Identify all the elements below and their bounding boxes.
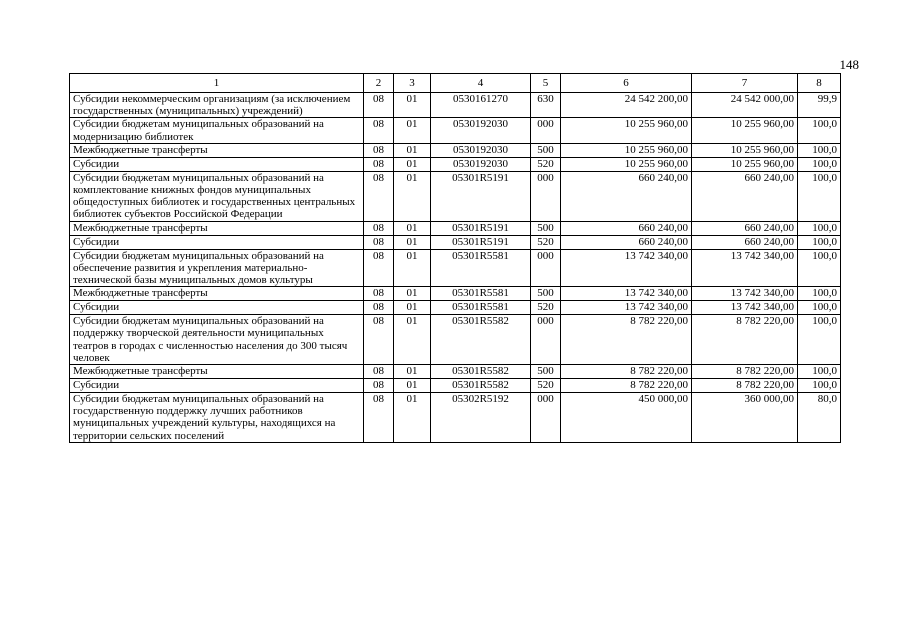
row-name: Субсидии бюджетам муниципальных образований на обеспечение развития и укрепления материально-технической базы муниципальных домов культуры [70, 249, 364, 287]
row-section: 08 [364, 315, 394, 365]
row-planned: 450 000,00 [561, 393, 692, 443]
row-expense-type: 630 [531, 93, 561, 118]
table-row [70, 287, 841, 301]
row-subsection: 01 [394, 93, 431, 118]
row-subsection: 01 [394, 365, 431, 379]
header-col-3: 3 [394, 74, 431, 93]
row-subsection: 01 [394, 235, 431, 249]
row-percent: 99,9 [798, 93, 841, 118]
table-row [70, 301, 841, 315]
row-section: 08 [364, 171, 394, 221]
table-row [70, 379, 841, 393]
row-planned: 8 782 220,00 [561, 315, 692, 365]
row-expense-type: 000 [531, 249, 561, 287]
row-target-code: 05301R5582 [431, 315, 531, 365]
row-executed: 8 782 220,00 [692, 365, 798, 379]
row-percent: 100,0 [798, 365, 841, 379]
table-row [70, 249, 841, 287]
row-target-code: 0530192030 [431, 143, 531, 157]
row-executed: 660 240,00 [692, 221, 798, 235]
row-name: Субсидии [70, 379, 364, 393]
row-subsection: 01 [394, 118, 431, 143]
header-col-1: 1 [70, 74, 364, 93]
row-percent: 100,0 [798, 171, 841, 221]
row-percent: 100,0 [798, 249, 841, 287]
row-name: Межбюджетные трансферты [70, 287, 364, 301]
row-name: Субсидии бюджетам муниципальных образований на модернизацию библиотек [70, 118, 364, 143]
row-expense-type: 000 [531, 315, 561, 365]
row-expense-type: 000 [531, 393, 561, 443]
row-target-code: 05301R5582 [431, 365, 531, 379]
header-col-8: 8 [798, 74, 841, 93]
row-target-code: 05301R5581 [431, 301, 531, 315]
row-expense-type: 520 [531, 157, 561, 171]
row-name: Субсидии бюджетам муниципальных образований на поддержку творческой деятельности муниципальных театров в городах с численностью населения до 300 тысяч человек [70, 315, 364, 365]
row-target-code: 05301R5191 [431, 221, 531, 235]
row-executed: 8 782 220,00 [692, 315, 798, 365]
row-executed: 13 742 340,00 [692, 301, 798, 315]
row-section: 08 [364, 93, 394, 118]
row-subsection: 01 [394, 379, 431, 393]
row-percent: 100,0 [798, 301, 841, 315]
row-expense-type: 520 [531, 379, 561, 393]
row-section: 08 [364, 143, 394, 157]
row-planned: 660 240,00 [561, 235, 692, 249]
row-subsection: 01 [394, 221, 431, 235]
row-name: Субсидии некоммерческим организациям (за исключением государственных (муниципальных) учреждений) [70, 93, 364, 118]
row-subsection: 01 [394, 393, 431, 443]
table-row [70, 118, 841, 143]
table-row [70, 143, 841, 157]
row-section: 08 [364, 379, 394, 393]
row-subsection: 01 [394, 287, 431, 301]
table-row [70, 93, 841, 118]
row-name: Межбюджетные трансферты [70, 365, 364, 379]
row-name: Субсидии [70, 301, 364, 315]
row-executed: 10 255 960,00 [692, 143, 798, 157]
row-percent: 80,0 [798, 393, 841, 443]
row-subsection: 01 [394, 315, 431, 365]
row-executed: 8 782 220,00 [692, 379, 798, 393]
row-percent: 100,0 [798, 143, 841, 157]
row-planned: 10 255 960,00 [561, 143, 692, 157]
row-executed: 660 240,00 [692, 171, 798, 221]
row-target-code: 05301R5191 [431, 171, 531, 221]
row-target-code: 0530192030 [431, 118, 531, 143]
row-executed: 13 742 340,00 [692, 249, 798, 287]
header-col-4: 4 [431, 74, 531, 93]
table-row [70, 315, 841, 365]
row-section: 08 [364, 393, 394, 443]
header-col-7: 7 [692, 74, 798, 93]
row-expense-type: 000 [531, 118, 561, 143]
row-expense-type: 500 [531, 365, 561, 379]
row-section: 08 [364, 118, 394, 143]
row-target-code: 05302R5192 [431, 393, 531, 443]
row-expense-type: 500 [531, 143, 561, 157]
row-target-code: 05301R5191 [431, 235, 531, 249]
row-percent: 100,0 [798, 118, 841, 143]
row-planned: 13 742 340,00 [561, 301, 692, 315]
page-number: 148 [839, 57, 859, 72]
row-section: 08 [364, 287, 394, 301]
row-target-code: 05301R5581 [431, 249, 531, 287]
table-row [70, 235, 841, 249]
row-section: 08 [364, 221, 394, 235]
row-planned: 8 782 220,00 [561, 379, 692, 393]
row-name: Субсидии бюджетам муниципальных образований на комплектование книжных фондов муниципальных общедоступных библиотек и государственных центральных библиотек субъектов Российской Федерации [70, 171, 364, 221]
header-col-5: 5 [531, 74, 561, 93]
row-percent: 100,0 [798, 315, 841, 365]
table-row [70, 157, 841, 171]
row-expense-type: 500 [531, 221, 561, 235]
row-percent: 100,0 [798, 157, 841, 171]
row-subsection: 01 [394, 171, 431, 221]
row-subsection: 01 [394, 301, 431, 315]
row-name: Субсидии [70, 157, 364, 171]
table-header-row [70, 74, 841, 93]
table-row [70, 393, 841, 443]
row-executed: 660 240,00 [692, 235, 798, 249]
row-planned: 13 742 340,00 [561, 287, 692, 301]
header-col-2: 2 [364, 74, 394, 93]
row-subsection: 01 [394, 157, 431, 171]
row-executed: 10 255 960,00 [692, 118, 798, 143]
row-percent: 100,0 [798, 379, 841, 393]
row-expense-type: 000 [531, 171, 561, 221]
row-percent: 100,0 [798, 221, 841, 235]
row-planned: 8 782 220,00 [561, 365, 692, 379]
row-target-code: 05301R5582 [431, 379, 531, 393]
header-col-6: 6 [561, 74, 692, 93]
row-executed: 360 000,00 [692, 393, 798, 443]
row-section: 08 [364, 157, 394, 171]
row-section: 08 [364, 365, 394, 379]
row-planned: 660 240,00 [561, 171, 692, 221]
row-target-code: 0530161270 [431, 93, 531, 118]
row-planned: 24 542 200,00 [561, 93, 692, 118]
table-row [70, 221, 841, 235]
row-planned: 10 255 960,00 [561, 118, 692, 143]
row-section: 08 [364, 301, 394, 315]
row-planned: 10 255 960,00 [561, 157, 692, 171]
row-executed: 10 255 960,00 [692, 157, 798, 171]
row-name: Межбюджетные трансферты [70, 143, 364, 157]
row-expense-type: 520 [531, 301, 561, 315]
row-target-code: 05301R5581 [431, 287, 531, 301]
row-subsection: 01 [394, 249, 431, 287]
table-row [70, 171, 841, 221]
row-percent: 100,0 [798, 235, 841, 249]
row-executed: 13 742 340,00 [692, 287, 798, 301]
row-planned: 660 240,00 [561, 221, 692, 235]
row-expense-type: 520 [531, 235, 561, 249]
row-name: Субсидии бюджетам муниципальных образований на государственную поддержку лучших работников муниципальных учреждений культуры, находящихся на территории сельских поселений [70, 393, 364, 443]
row-name: Субсидии [70, 235, 364, 249]
row-subsection: 01 [394, 143, 431, 157]
row-expense-type: 500 [531, 287, 561, 301]
row-section: 08 [364, 235, 394, 249]
budget-table [69, 73, 841, 443]
table-row [70, 365, 841, 379]
row-executed: 24 542 000,00 [692, 93, 798, 118]
row-section: 08 [364, 249, 394, 287]
row-planned: 13 742 340,00 [561, 249, 692, 287]
row-target-code: 0530192030 [431, 157, 531, 171]
row-name: Межбюджетные трансферты [70, 221, 364, 235]
row-percent: 100,0 [798, 287, 841, 301]
